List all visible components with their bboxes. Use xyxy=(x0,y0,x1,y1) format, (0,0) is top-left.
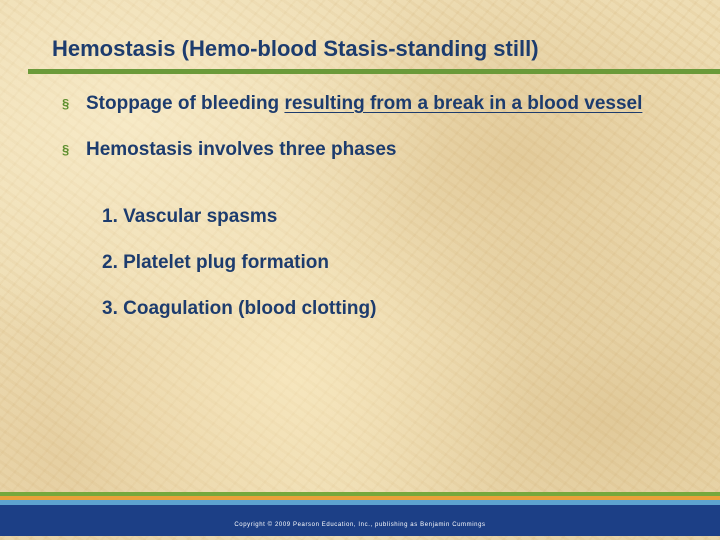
title-divider xyxy=(28,69,720,74)
phase-item-vascular-spasms: 1. Vascular spasms xyxy=(102,206,278,227)
bullet-item-stoppage xyxy=(62,92,662,116)
bullet-underlined-text: resulting from a break in a blood vessel xyxy=(284,93,643,114)
bullet-marker-icon: § xyxy=(62,142,70,157)
bullet-list xyxy=(62,92,662,184)
phase-item-platelet-plug: 2. Platelet plug formation xyxy=(102,252,329,273)
bullet-item-phases xyxy=(62,138,662,162)
footer-stripe-navy xyxy=(0,505,720,536)
slide-title: Hemostasis (Hemo-blood Stasis-standing still) xyxy=(52,36,539,61)
phase-item-coagulation: 3. Coagulation (blood clotting) xyxy=(102,298,377,319)
bullet-marker-icon: § xyxy=(62,96,70,111)
phase-list xyxy=(102,205,376,343)
footer-bar xyxy=(0,492,720,540)
copyright-notice: Copyright © 2009 Pearson Education, Inc., publishing as Benjamin Cummings xyxy=(234,522,486,528)
bullet-text: Hemostasis involves three phases xyxy=(86,139,397,160)
bullet-text: Stoppage of bleeding xyxy=(86,93,285,114)
